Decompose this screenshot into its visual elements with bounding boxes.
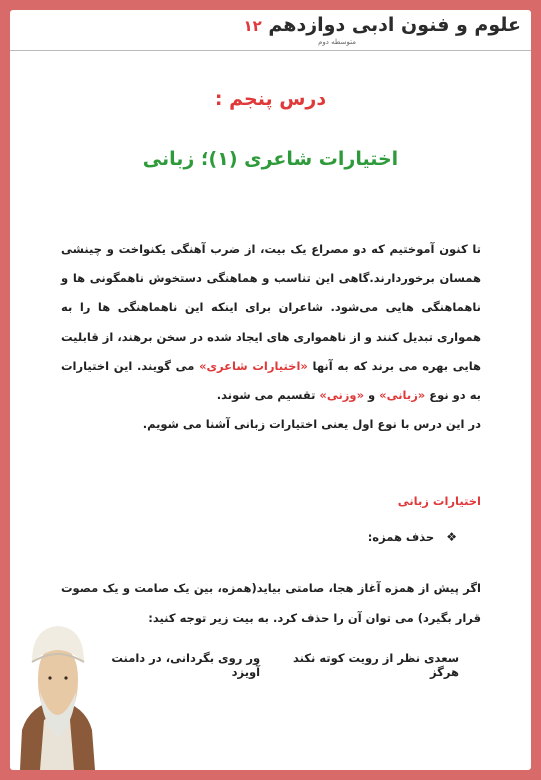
bullet-item [368, 530, 457, 544]
bullet-label: حذف همزه: [367, 530, 435, 544]
header [10, 10, 531, 50]
intro-part3: تقسیم می شوند. [216, 388, 320, 403]
lesson-title: اختیارات شاعری (۱)؛ زبانی [142, 148, 399, 170]
brand-logo [243, 14, 521, 36]
diamond-bullet-icon: ❖ [446, 530, 457, 544]
verse-hemistich-1: سعدی نظر از رویت کوته نکند هرگز [292, 651, 459, 679]
lesson-number: درس پنجم : [214, 88, 327, 110]
intro-part2: می گویند. این اختیارات به دو نوع [61, 358, 481, 403]
intro-paragraph [61, 235, 481, 439]
brand-subtitle: متوسطه دوم [318, 38, 356, 46]
page [10, 10, 531, 770]
brand-grade-number: ۱۲ [243, 17, 262, 35]
term-linguistic: «زبانی» [379, 388, 426, 403]
intro-line2: در این درس با نوع اول یعنی اختیارات زبانی آشنا می شویم. [142, 417, 481, 432]
section-heading: اختیارات زبانی [397, 494, 481, 508]
brand-title: علوم و فنون ادبی دوازدهم [268, 14, 521, 36]
poet-portrait-illustration [10, 620, 105, 770]
section-paragraph: اگر پیش از همزه آغاز هجا، صامتی بیاید(همزه، بین یک صامت و یک مصوت قرار بگیرد) می توان آن را حذف کرد. به بیت زیر توجه کنید: [61, 581, 481, 625]
intro-part1: تا کنون آموختیم که دو مصراع یک بیت، از ضرب آهنگی یکنواخت و چینشی همسان برخوردارند.گاهی این تناسب و هماهنگی دستخوش ناهمگونی ها و ناهماهنگی هایی می‌شود. شاعران برای اینکه این ناهماهنگی ها را به همواری تبدیل کنند و از ناهمواری های ایجاد شده در سخن برهند، از قابلیت هایی بهره می برند که به آنها [61, 242, 482, 373]
term-poetic-license: «اختیارات شاعری» [199, 358, 308, 373]
verse-hemistich-2: ور روی بگردانی، در دامنت آویزد [111, 651, 261, 679]
header-divider [10, 50, 531, 51]
verse [79, 651, 459, 679]
intro-text [61, 235, 481, 410]
term-metrical: «وزنی» [319, 388, 365, 403]
intro-and: و [364, 388, 380, 403]
